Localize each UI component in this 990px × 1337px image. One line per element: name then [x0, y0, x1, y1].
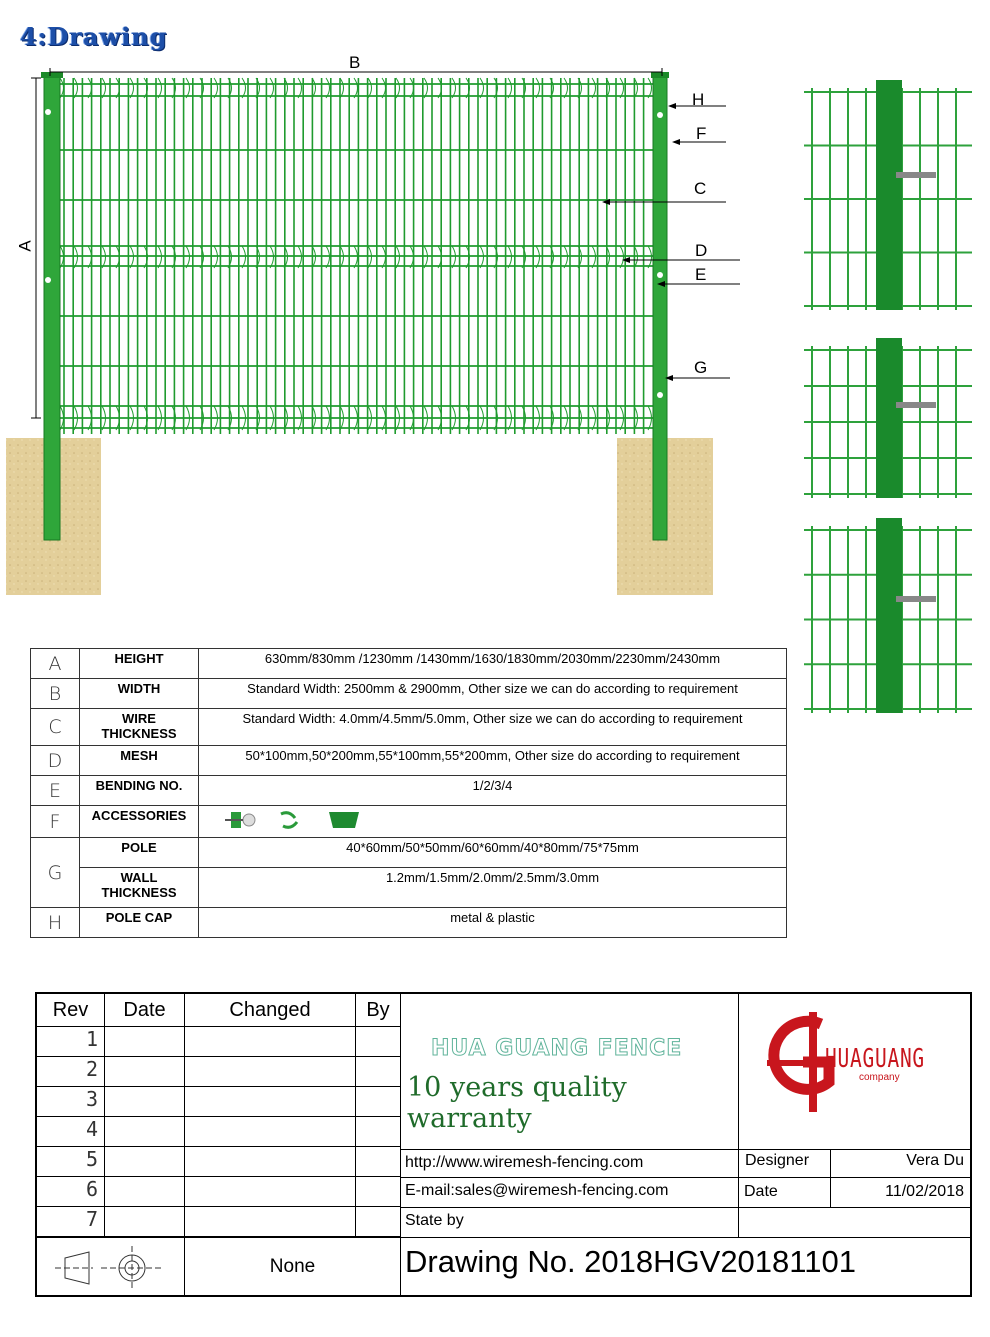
rev-cell	[355, 1116, 401, 1147]
post-right	[653, 76, 667, 540]
rev-cell	[355, 1026, 401, 1057]
rev-number: 7	[36, 1206, 105, 1237]
spec-row	[31, 806, 787, 838]
spec-row	[31, 709, 787, 746]
dim-label-e: E	[695, 265, 707, 284]
dim-label-a: A	[15, 240, 35, 252]
state-by-cell: State by	[400, 1207, 739, 1238]
spec-table	[30, 648, 787, 938]
logo-cell	[738, 993, 971, 1150]
rev-number: 6	[36, 1176, 105, 1207]
spec-value: 40*60mm/50*50mm/60*60mm/40*80mm/75*75mm	[199, 838, 787, 868]
spec-row	[31, 868, 787, 908]
clip-icon	[281, 813, 297, 828]
rev-cell	[184, 1206, 356, 1237]
projection-symbol-cell	[36, 1237, 185, 1296]
spec-value: metal & plastic	[199, 908, 787, 938]
connector-photo-3	[804, 518, 972, 713]
spec-row	[31, 679, 787, 709]
rev-cell	[355, 1146, 401, 1177]
spec-row	[31, 746, 787, 776]
dim-label-f: F	[696, 124, 707, 143]
spec-row	[31, 649, 787, 679]
spec-value: Standard Width: 2500mm & 2900mm, Other size we can do according to requirement	[199, 679, 787, 709]
spec-row	[31, 908, 787, 938]
rev-cell	[355, 1086, 401, 1117]
connector-photos	[800, 70, 980, 750]
spec-value: 1/2/3/4	[199, 776, 787, 806]
section-heading: 4:Drawing	[20, 22, 168, 51]
third-angle-projection-icon	[37, 1238, 186, 1297]
rev-cell	[184, 1026, 356, 1057]
fence-drawing	[0, 50, 760, 610]
rev-cell	[104, 1206, 185, 1237]
rev-cell	[184, 1146, 356, 1177]
rev-number: 2	[36, 1056, 105, 1087]
spec-value: 630mm/830mm /1230mm /1430mm/1630/1830mm/2030mm/2230mm/2430mm	[199, 649, 787, 679]
spec-name: HEIGHT	[80, 649, 199, 679]
scale-value: None	[184, 1237, 401, 1296]
spec-letter: E	[31, 776, 80, 806]
dim-label-g: G	[694, 358, 708, 377]
connector-photo-1	[804, 80, 972, 310]
spec-name: POLE	[80, 838, 199, 868]
connector-photo-2	[804, 338, 972, 498]
dim-label-c: C	[694, 179, 707, 198]
email-cell: E-mail:sales@wiremesh-fencing.com	[400, 1177, 739, 1208]
website-cell: http://www.wiremesh-fencing.com	[400, 1149, 787, 1178]
mesh-panel	[60, 78, 656, 434]
clamp-icon	[225, 812, 255, 828]
rev-cell	[104, 1116, 185, 1147]
spec-row	[31, 838, 787, 868]
state-by-value	[738, 1207, 971, 1238]
accessories-cell	[199, 806, 787, 838]
post-left	[44, 76, 60, 540]
rev-cell	[355, 1056, 401, 1087]
designer-label: Designer	[738, 1149, 831, 1178]
spec-value: 1.2mm/1.5mm/2.0mm/2.5mm/3.0mm	[199, 868, 787, 908]
drawing-number: Drawing No. 2018HGV20181101	[400, 1237, 971, 1296]
company-name: HUA GUANG FENCE	[431, 1036, 683, 1061]
spec-value: Standard Width: 4.0mm/4.5mm/5.0mm, Other size we can do according to requirement	[199, 709, 787, 746]
logo-subtext: company	[859, 1072, 900, 1083]
rev-cell	[104, 1026, 185, 1057]
date-label: Date	[738, 1177, 831, 1208]
rev-cell	[184, 1116, 356, 1147]
post-cap-left	[41, 72, 63, 78]
rev-number: 3	[36, 1086, 105, 1117]
warranty-text: 10 years quality warranty	[407, 1072, 627, 1134]
rev-number: 1	[36, 1026, 105, 1057]
by-header: By	[355, 993, 401, 1027]
dim-label-h: H	[692, 90, 705, 109]
rev-cell	[104, 1176, 185, 1207]
title-block	[35, 992, 972, 1297]
spec-letter: C	[31, 709, 80, 746]
spec-name: POLE CAP	[80, 908, 199, 938]
designer-value: Vera Du	[830, 1149, 971, 1178]
spec-name: BENDING NO.	[80, 776, 199, 806]
spec-letter: A	[31, 649, 80, 679]
spec-letter: D	[31, 746, 80, 776]
post-cap-right	[651, 72, 669, 78]
changed-header: Changed	[184, 993, 356, 1027]
spec-name: WIDTH	[80, 679, 199, 709]
spec-name: ACCESSORIES	[80, 806, 199, 838]
date-value: 11/02/2018	[830, 1177, 971, 1208]
spec-value: 50*100mm,50*200mm,55*100mm,55*200mm, Other size do according to requirement	[199, 746, 787, 776]
spec-letter: F	[31, 806, 80, 838]
rev-cell	[184, 1176, 356, 1207]
spec-letter: G	[31, 838, 80, 908]
rev-cell	[355, 1206, 401, 1237]
rev-cell	[184, 1086, 356, 1117]
logo-text: HUAGUANG	[825, 1044, 925, 1074]
spec-letter: H	[31, 908, 80, 938]
rev-cell	[104, 1056, 185, 1087]
rev-cell	[184, 1056, 356, 1087]
rev-cell	[104, 1086, 185, 1117]
rev-number: 4	[36, 1116, 105, 1147]
bracket-icon	[329, 812, 359, 828]
spec-letter: B	[31, 679, 80, 709]
accessories-icons	[223, 808, 363, 832]
spec-name: WIRE THICKNESS	[80, 709, 199, 746]
rev-cell	[355, 1176, 401, 1207]
company-cell	[400, 993, 739, 1150]
spec-name: WALL THICKNESS	[80, 868, 199, 908]
dim-label-d: D	[695, 241, 708, 260]
rev-number: 5	[36, 1146, 105, 1177]
spec-row	[31, 776, 787, 806]
rev-cell	[104, 1146, 185, 1177]
date-header: Date	[104, 993, 185, 1027]
spec-name: MESH	[80, 746, 199, 776]
dim-label-b: B	[349, 53, 361, 72]
rev-header: Rev	[36, 993, 105, 1027]
